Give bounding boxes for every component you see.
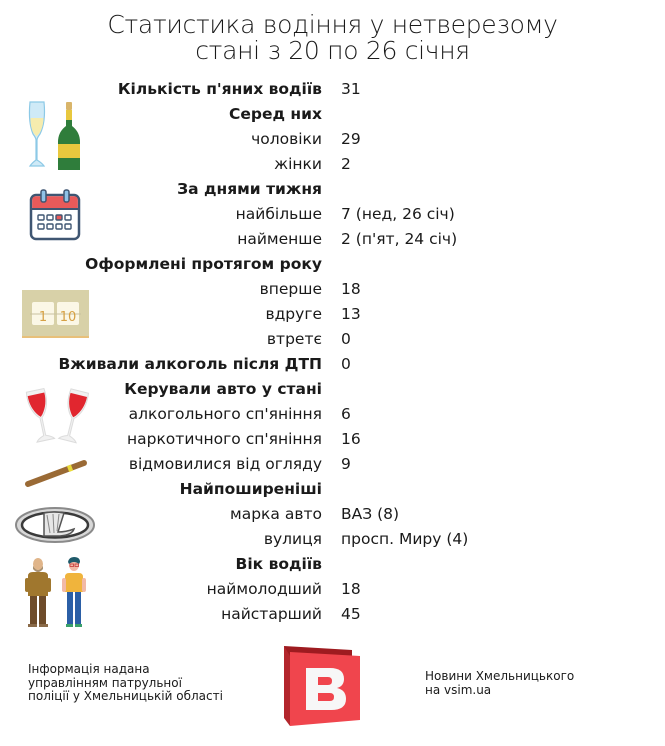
title-line-2: стані з 20 по 26 січня (195, 36, 470, 65)
lada-logo-icon (14, 505, 96, 545)
stat-row-total-drunk-drivers: Кількість п'яних водіїв 31 (117, 80, 361, 98)
stat-row-women: жінки 2 (274, 155, 351, 173)
stat-row-oldest: найстарший 45 (221, 605, 361, 623)
cigar-icon (24, 458, 88, 488)
stat-row-drug-intoxication: наркотичного сп'яніння 16 (126, 430, 361, 448)
stat-row-driver-age: Вік водіїв (235, 555, 322, 573)
stat-row-car-brand: марка авто ВАЗ (8) (230, 505, 400, 523)
stat-row-third-time: втретє 0 (266, 330, 351, 348)
source-credit: Інформація надана управлінням патрульної поліції у Хмельницькій області (28, 662, 223, 703)
toasting-wine-glasses-icon (22, 388, 92, 446)
stat-row-least: найменше 2 (п'ят, 24 січ) (237, 230, 458, 248)
stat-row-by-weekday: За днями тижня (177, 180, 322, 198)
svg-text:1: 1 (38, 310, 48, 325)
stat-row-most-common: Найпоширеніші (179, 480, 322, 498)
stat-row-among-them: Серед них (229, 105, 322, 123)
stat-row-second-time: вдруге 13 (265, 305, 361, 323)
calendar-icon (29, 189, 81, 241)
stat-row-refused-examination: відмовилися від огляду 9 (128, 455, 351, 473)
vsim-logo[interactable] (284, 646, 364, 726)
svg-text:10: 10 (59, 310, 77, 325)
two-men-icon (24, 556, 90, 630)
vsim-link[interactable]: на vsim.ua (425, 682, 492, 697)
stat-row-first-time: вперше 18 (259, 280, 361, 298)
stat-row-youngest: наймолодший 18 (206, 580, 361, 598)
news-source: Новини Хмельницького на vsim.ua (425, 670, 625, 697)
title-line-1: Статистика водіння у нетверезому (107, 10, 558, 39)
page-title (0, 12, 665, 64)
champagne-glass-and-bottle-icon (24, 100, 88, 172)
stat-row-alcohol-intoxication: алкогольного сп'яніння 6 (128, 405, 351, 423)
stat-row-registered-during-year: Оформлені протягом року (85, 255, 322, 273)
stat-row-street: вулиця просп. Миру (4) (263, 530, 469, 548)
stat-row-drove-in-state: Керували авто у стані (124, 380, 322, 398)
stat-row-alcohol-after-accident: Вживали алкоголь після ДТП 0 (58, 355, 351, 373)
stat-row-men: чоловіки 29 (251, 130, 361, 148)
flip-counter-icon (22, 290, 89, 338)
stat-row-most: найбільше 7 (нед, 26 січ) (235, 205, 455, 223)
